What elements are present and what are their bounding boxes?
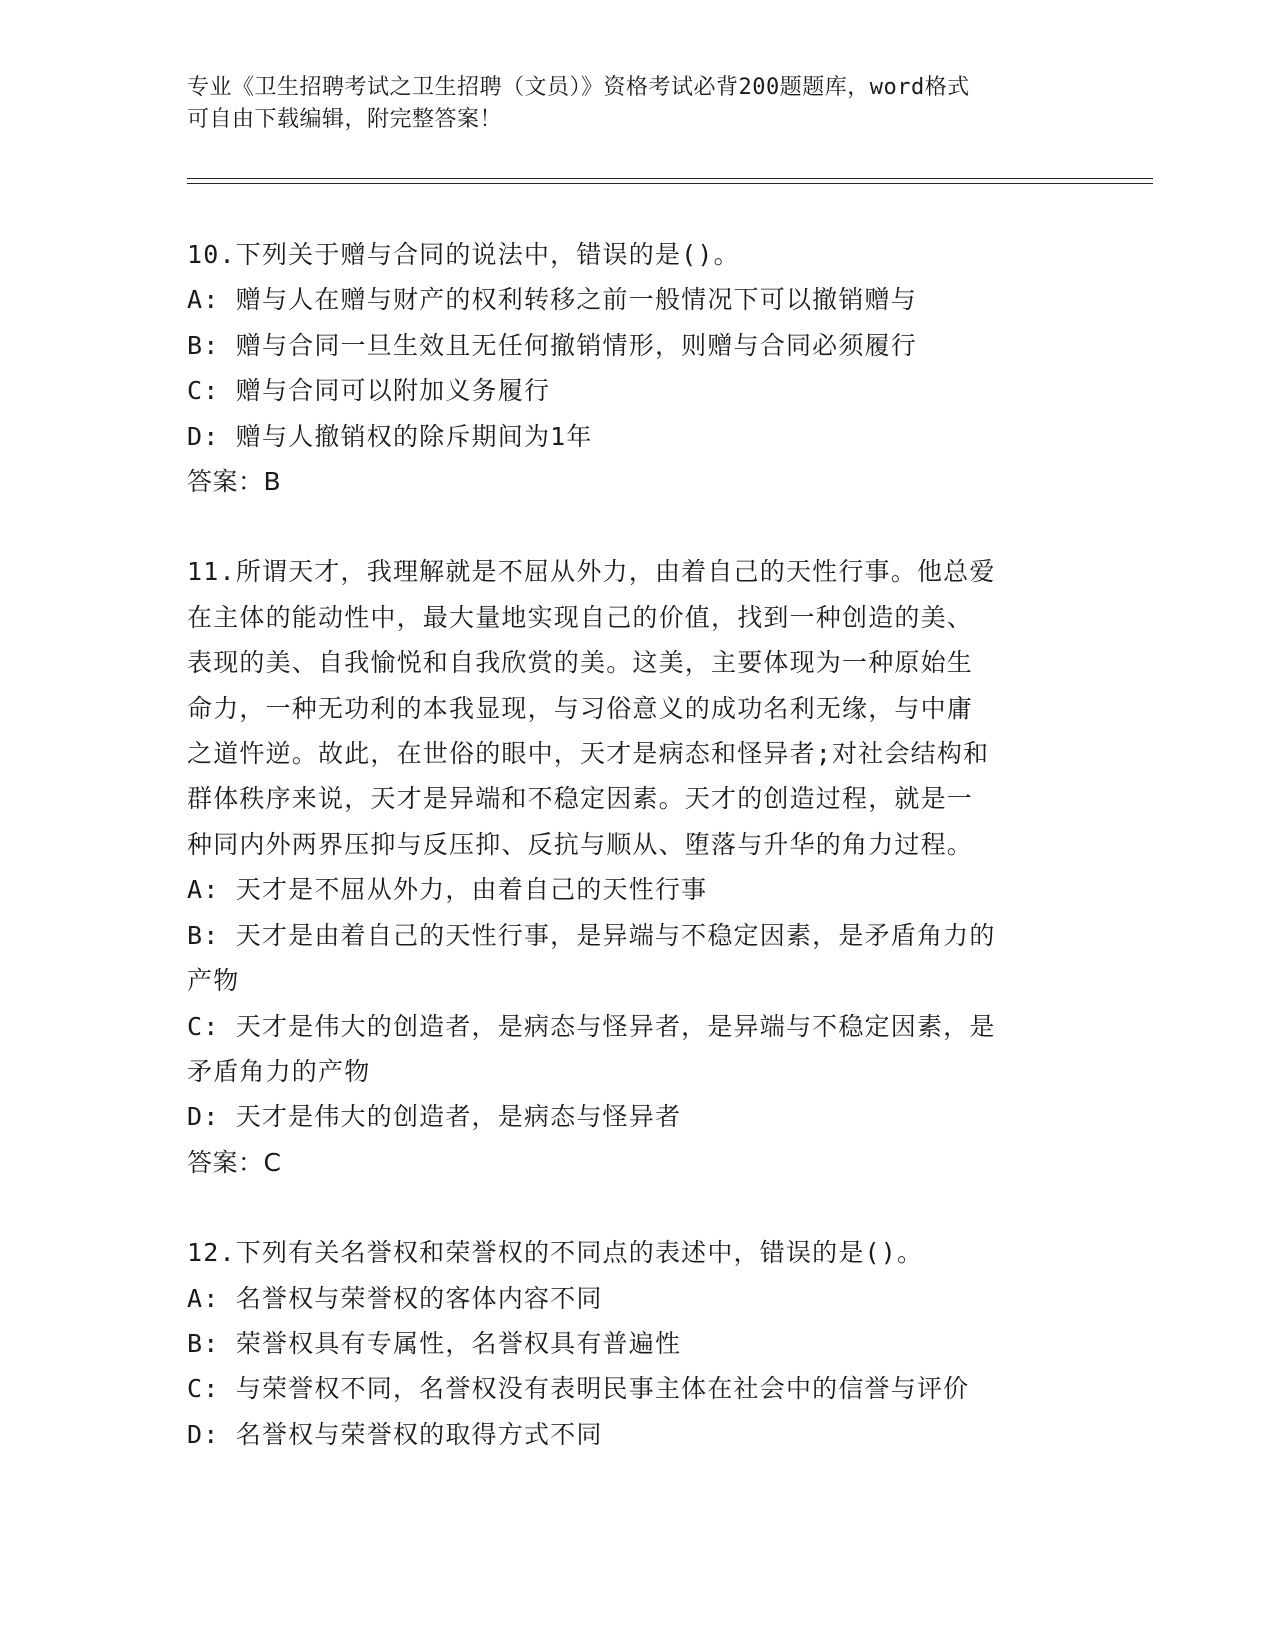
option-c: C: 赠与合同可以附加义务履行 (187, 376, 551, 406)
header-line: 可自由下载编辑，附完整答案！ (187, 107, 503, 132)
answer-label: 答案：B (187, 467, 282, 497)
document-header (187, 72, 1067, 136)
answer-label: 答案：C (187, 1147, 282, 1177)
question-list (187, 232, 1067, 1457)
question-stem: 群体秩序来说，天才是异端和不稳定因素。天才的创造过程，就是一 (187, 784, 974, 814)
question-10 (187, 232, 1067, 504)
question-stem: 表现的美、自我愉悦和自我欣赏的美。这美，主要体现为一种原始生 (187, 648, 974, 678)
question-stem: 种同内外两界压抑与反压抑、反抗与顺从、堕落与升华的角力过程。 (187, 829, 974, 859)
question-12 (187, 1230, 1067, 1457)
option-d: D: 赠与人撤销权的除斥期间为1年 (187, 421, 593, 451)
option-a: A: 天才是不屈从外力，由着自己的天性行事 (187, 875, 708, 905)
option-d: D: 名誉权与荣誉权的取得方式不同 (187, 1419, 603, 1449)
option-b: B: 天才是由着自己的天性行事，是异端与不稳定因素，是矛盾角力的 (187, 920, 996, 950)
option-c: C: 与荣誉权不同，名誉权没有表明民事主体在社会中的信誉与评价 (187, 1374, 970, 1404)
option-b: 产物 (187, 966, 240, 996)
option-b: B: 荣誉权具有专属性，名誉权具有普遍性 (187, 1328, 682, 1358)
question-11 (187, 549, 1067, 1185)
option-c: C: 天才是伟大的创造者，是病态与怪异者，是异端与不稳定因素，是 (187, 1011, 996, 1041)
option-d: D: 天才是伟大的创造者，是病态与怪异者 (187, 1102, 682, 1132)
question-stem: 11.所谓天才，我理解就是不屈从外力，由着自己的天性行事。他总爱 (187, 557, 996, 587)
option-c: 矛盾角力的产物 (187, 1056, 371, 1086)
option-b: B: 赠与合同一旦生效且无任何撤销情形，则赠与合同必须履行 (187, 330, 917, 360)
header-line: 专业《卫生招聘考试之卫生招聘（文员）》资格考试必背200题题库，word格式 (187, 75, 970, 100)
option-a: A: 名誉权与荣誉权的客体内容不同 (187, 1283, 603, 1313)
question-stem: 命力，一种无功利的本我显现，与习俗意义的成功名利无缘，与中庸 (187, 693, 974, 723)
question-stem: 12.下列有关名誉权和荣誉权的不同点的表述中，错误的是()。 (187, 1238, 924, 1268)
header-divider (187, 178, 1153, 184)
option-a: A: 赠与人在赠与财产的权利转移之前一般情况下可以撤销赠与 (187, 285, 917, 315)
question-stem: 在主体的能动性中，最大量地实现自己的价值，找到一种创造的美、 (187, 602, 974, 632)
question-stem: 10.下列关于赠与合同的说法中，错误的是()。 (187, 240, 740, 269)
question-stem: 之道忤逆。故此，在世俗的眼中，天才是病态和怪异者;对社会结构和 (187, 739, 990, 769)
